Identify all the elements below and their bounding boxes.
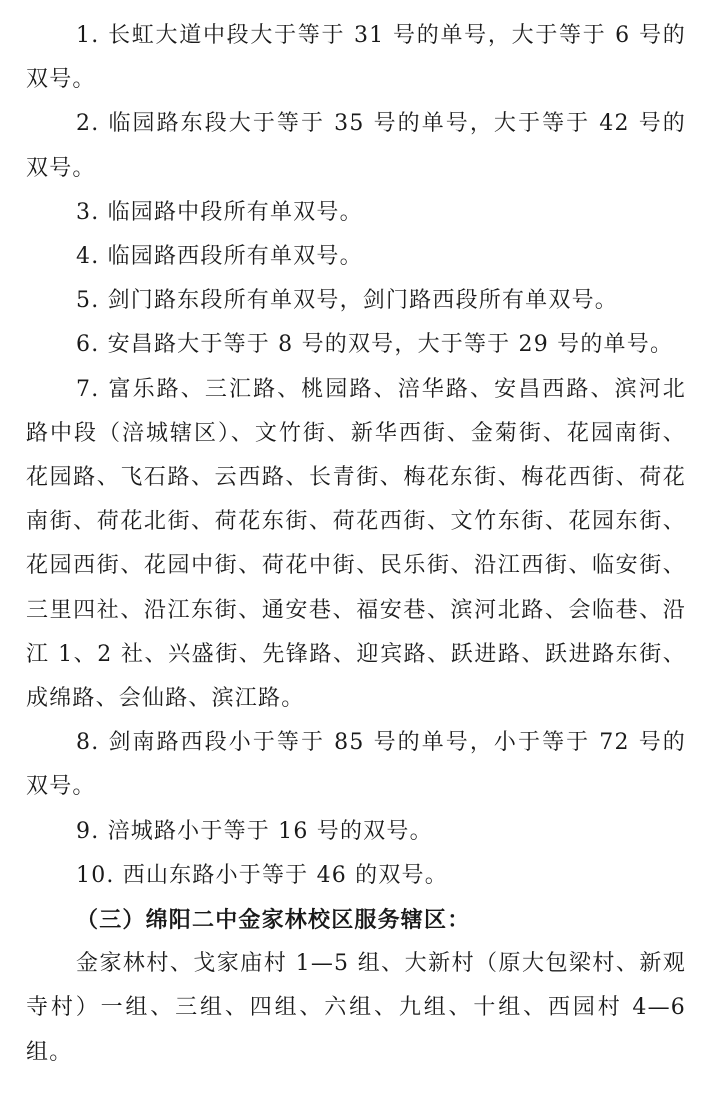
document-body bbox=[26, 14, 686, 1075]
list-item-1: 1. 长虹大道中段大于等于 31 号的单号，大于等于 6 号的双号。 bbox=[26, 23, 686, 93]
list-item-7: 7. 富乐路、三汇路、桃园路、涪华路、安昌西路、滨河北路中段（涪城辖区）、文竹街、新华西街、金菊街、花园南街、花园路、飞石路、云西路、长青街、梅花东街、梅花西街、荷花南街、荷花北街、荷花东街、荷花西街、文竹东街、花园东街、花园西街、花园中街、荷花中街、民乐街、沿江西街、临安街、三里四社、沿江东街、通安巷、福安巷、滨河北路、会临巷、沿江 1、2 社、兴盛街、先锋路、迎宾路、跃进路、跃进路东街、成绵路、会仙路、滨江路。 bbox=[26, 376, 686, 712]
list-item-9: 9. 涪城路小于等于 16 号的双号。 bbox=[76, 818, 433, 844]
list-item-2: 2. 临园路东段大于等于 35 号的单号，大于等于 42 号的双号。 bbox=[26, 111, 686, 181]
list-item-5: 5. 剑门路东段所有单双号，剑门路西段所有单双号。 bbox=[76, 288, 618, 314]
section-body: 金家林村、戈家庙村 1—5 组、大新村（原大包梁村、新观寺村）一组、三组、四组、六组、九组、十组、西园村 4—6 组。 bbox=[26, 951, 686, 1065]
list-item-10: 10. 西山东路小于等于 46 的双号。 bbox=[76, 862, 448, 888]
list-item-4: 4. 临园路西段所有单双号。 bbox=[76, 244, 363, 270]
list-item-6: 6. 安昌路大于等于 8 号的双号，大于等于 29 号的单号。 bbox=[76, 332, 674, 358]
section-heading: （三）绵阳二中金家林校区服务辖区： bbox=[76, 907, 471, 934]
list-item-8: 8. 剑南路西段小于等于 85 号的单号，小于等于 72 号的双号。 bbox=[26, 730, 686, 800]
list-item-3: 3. 临园路中段所有单双号。 bbox=[76, 199, 363, 225]
